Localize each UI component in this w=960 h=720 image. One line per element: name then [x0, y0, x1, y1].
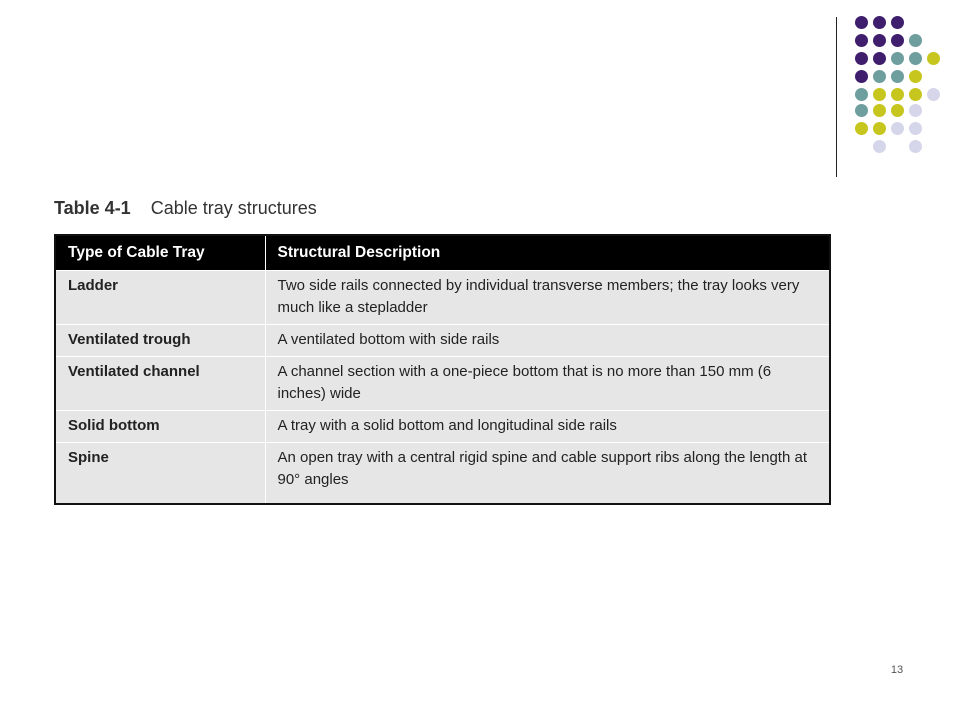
tray-type-cell: Ventilated channel: [55, 357, 265, 411]
decor-dot: [855, 52, 868, 65]
cable-tray-table: [54, 234, 831, 505]
decor-dot: [891, 104, 904, 117]
decor-dot: [909, 88, 922, 101]
decor-dot: [855, 122, 868, 135]
tray-type-cell: Ventilated trough: [55, 325, 265, 357]
table-row: [55, 411, 830, 443]
table-header-row: [55, 235, 830, 271]
decor-dot: [909, 140, 922, 153]
table-row: [55, 325, 830, 357]
decor-dot: [873, 122, 886, 135]
tray-description-cell: A ventilated bottom with side rails: [265, 325, 830, 357]
table-number: Table 4-1: [54, 198, 131, 218]
tray-description-cell: Two side rails connected by individual transverse members; the tray looks very much like a stepladder: [265, 271, 830, 325]
decor-dot: [855, 104, 868, 117]
decor-dot: [873, 16, 886, 29]
decor-dot: [891, 70, 904, 83]
column-header-description: Structural Description: [265, 235, 830, 271]
decor-dot: [909, 122, 922, 135]
table-row: [55, 271, 830, 325]
decor-dot: [927, 88, 940, 101]
decor-dot: [891, 52, 904, 65]
tray-type-cell: Ladder: [55, 271, 265, 325]
decor-dot: [909, 52, 922, 65]
decor-dot: [873, 140, 886, 153]
decor-dot: [855, 88, 868, 101]
tray-type-cell: Spine: [55, 443, 265, 505]
table-caption: [54, 198, 317, 228]
decor-dot: [855, 34, 868, 47]
tray-description-cell: A tray with a solid bottom and longitudinal side rails: [265, 411, 830, 443]
decor-dot: [873, 70, 886, 83]
table-title: Cable tray structures: [150, 198, 317, 218]
decor-dot: [891, 88, 904, 101]
decor-dot: [873, 52, 886, 65]
decor-dot: [909, 104, 922, 117]
decorative-dot-grid: [0, 0, 960, 160]
table-row: [55, 357, 830, 411]
decor-dot: [855, 70, 868, 83]
decor-dot: [855, 16, 868, 29]
page-number: 13: [890, 664, 904, 676]
decor-dot: [873, 88, 886, 101]
tray-description-cell: An open tray with a central rigid spine and cable support ribs along the length at 90° angles: [265, 443, 830, 505]
decorative-vertical-rule: [836, 17, 837, 177]
decor-dot: [909, 70, 922, 83]
decor-dot: [927, 52, 940, 65]
decor-dot: [891, 16, 904, 29]
decor-dot: [891, 34, 904, 47]
tray-type-cell: Solid bottom: [55, 411, 265, 443]
decor-dot: [909, 34, 922, 47]
decor-dot: [891, 122, 904, 135]
decor-dot: [873, 104, 886, 117]
table-row: [55, 443, 830, 505]
decor-dot: [873, 34, 886, 47]
tray-description-cell: A channel section with a one-piece bottom that is no more than 150 mm (6 inches) wide: [265, 357, 830, 411]
column-header-type: Type of Cable Tray: [55, 235, 265, 271]
